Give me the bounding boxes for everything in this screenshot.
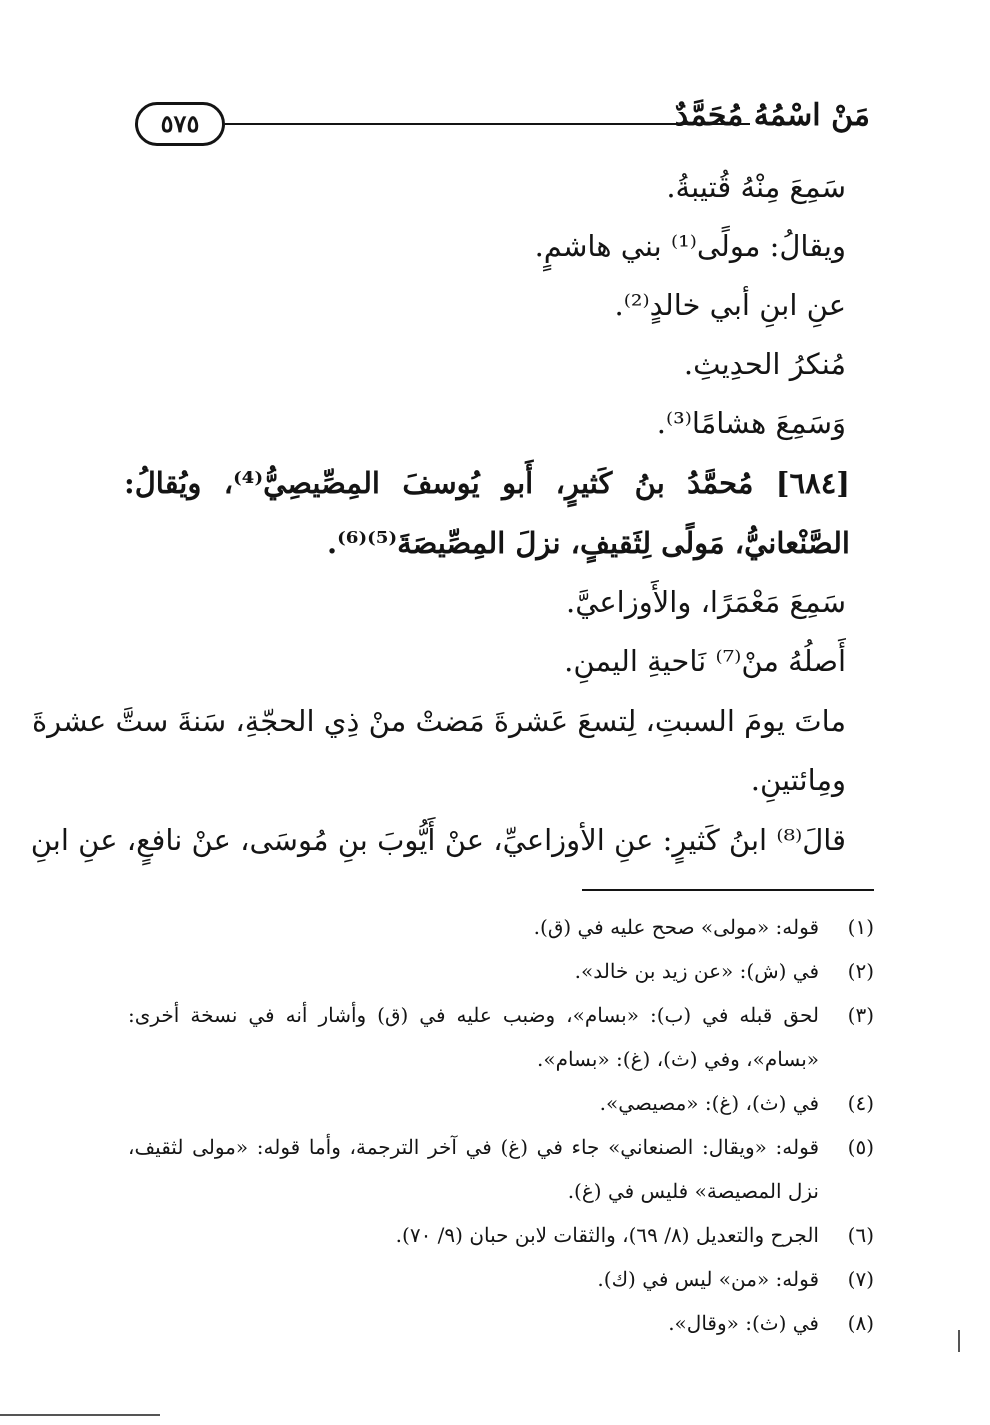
footnote-number: (٧): [847, 1267, 874, 1291]
text-line: ويقالُ: مولًى⁽¹⁾ بني هاشمٍ.: [534, 229, 846, 263]
footnote-number: (٣): [847, 1003, 874, 1027]
footnote-item: [128, 1257, 874, 1301]
footnotes: [128, 905, 874, 1345]
footnote-item: [128, 993, 874, 1081]
footnote-text: قوله: «من» ليس في (ك).: [597, 1267, 819, 1291]
footnote-number: (٤): [847, 1091, 874, 1115]
footnote-text: قوله: «مولى» صحح عليه في (ق).: [533, 915, 819, 939]
header-rule: [225, 123, 750, 125]
footnote-item: [128, 949, 874, 993]
text-line: عنِ ابنِ أبي خالدٍ⁽²⁾.: [614, 288, 846, 322]
running-title: مَنْ اسْمُهُ مُحَمَّدٌ: [674, 98, 870, 133]
footnote-item: [128, 905, 874, 949]
footnote-number: (٢): [847, 959, 874, 983]
footnote-text: لحق قبله في (ب): «بسام»، وضبب عليه في (ق) وأشار أنه في نسخة أخرى: «بسام»، وفي (ث)، (غ): «بسام».: [128, 1003, 819, 1071]
footnote-number: (٥): [847, 1135, 874, 1159]
footnote-text: في (ث)، (غ): «مصيصي».: [599, 1091, 819, 1115]
text-line: أَصلُهُ منْ⁽⁷⁾ نَاحيةِ اليمنِ.: [564, 644, 846, 678]
footnote-item: [128, 1213, 874, 1257]
entry-heading: [٦٨٤] مُحمَّدُ بنُ كَثيرٍ، أَبو يُوسفَ المِصِّيصِيُّ⁽⁴⁾، ويُقالُ: الصَّنْعانيُّ، مَولًى لِثَقيفٍ، نزلَ المِصِّيصَةَ⁽⁵⁾⁽⁶⁾.: [124, 466, 851, 560]
footnote-number: (٦): [847, 1223, 874, 1247]
page-number-badge: [135, 102, 225, 146]
text-line: سَمِعَ مَعْمَرًا، والأَوزاعيَّ.: [565, 585, 846, 619]
footnote-item: [128, 1125, 874, 1213]
footnote-text: الجرح والتعديل (٨/ ٦٩)، والثقات لابن حبان (٩/ ٧٠).: [395, 1223, 819, 1247]
footnote-number: (٨): [847, 1311, 874, 1335]
footnote-text: في (ث): «وقال».: [668, 1311, 819, 1335]
footnote-item: [128, 1081, 874, 1125]
footnote-separator: [582, 889, 874, 891]
text-line: وَسَمِعَ هشامًا⁽³⁾.: [656, 406, 846, 440]
main-text: [30, 158, 851, 870]
scan-margin-mark: [958, 1330, 960, 1352]
footnote-text: قوله: «ويقال: الصنعاني» جاء في (غ) في آخر الترجمة، وأما قوله: «مولى لثقيف، نزل المصيصة» فليس في (غ).: [128, 1135, 819, 1203]
text-line: قالَ⁽⁸⁾ ابنُ كَثيرٍ: عنِ الأوزاعيِّ، عنْ أَيُّوبَ بنِ مُوسَى، عنْ نافعٍ، عنِ ابنِ: [30, 823, 846, 857]
text-line: مُنكرُ الحدِيثِ.: [683, 347, 846, 381]
page-header: [125, 92, 870, 152]
footnote-text: في (ش): «عن زيد بن خالد».: [574, 959, 819, 983]
text-line: ومِائتينِ.: [750, 763, 846, 797]
scan-bottom-edge: [0, 1414, 160, 1419]
page-number: ٥٧٥: [160, 109, 200, 138]
footnote-number: (١): [847, 915, 874, 939]
text-line: سَمِعَ مِنْهُ قُتيبةُ.: [666, 170, 846, 204]
text-line: ماتَ يومَ السبتِ، لِتسعَ عَشرةَ مَضتْ منْ ذِي الحجّةِ، سَنةَ ستَّ عشرةَ: [31, 704, 846, 738]
footnote-item: [128, 1301, 874, 1345]
